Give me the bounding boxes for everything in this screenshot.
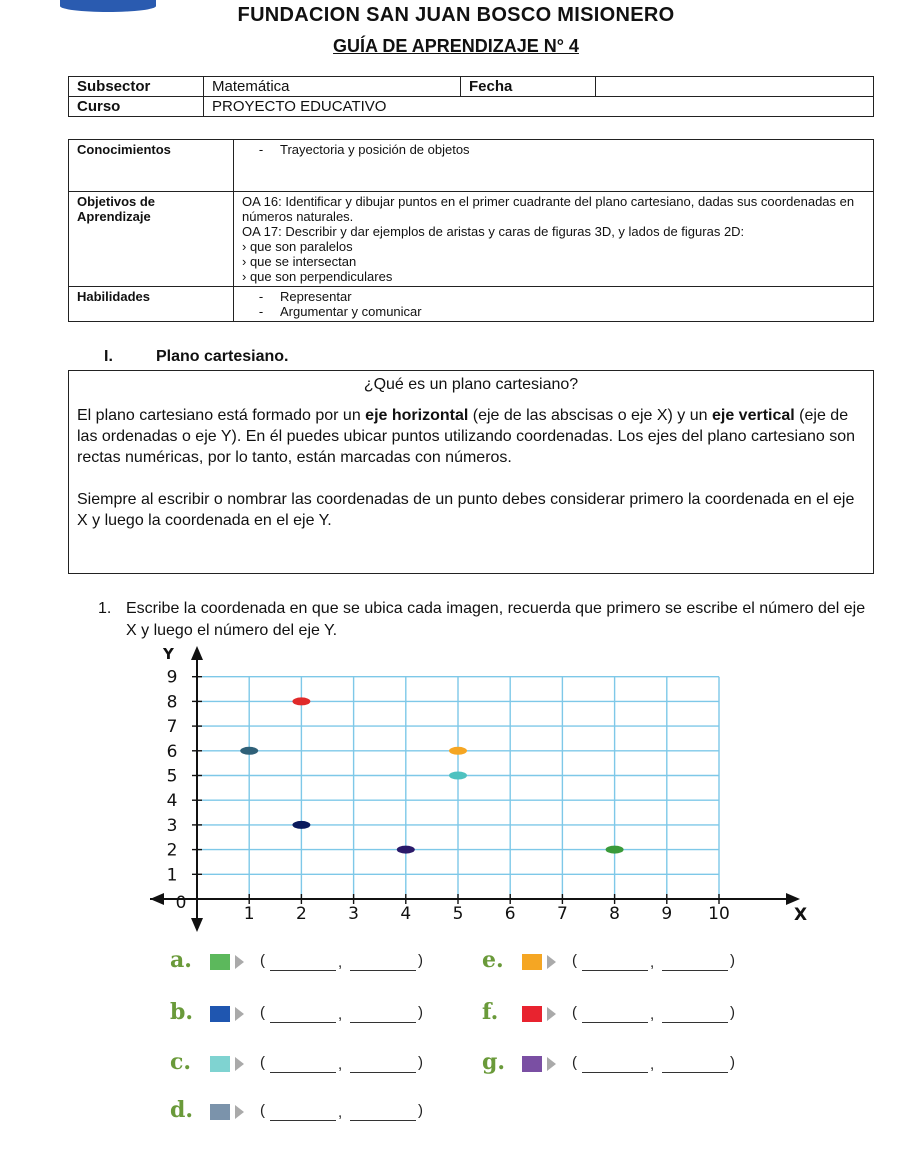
p1-bold-vertical: eje vertical [711, 407, 795, 424]
open-paren: ( [572, 952, 577, 969]
open-paren: ( [260, 1054, 265, 1071]
answer-blank-y[interactable] [662, 970, 728, 971]
answer-row [482, 1049, 782, 1078]
oa17-text: OA 17: Describir y dar ejemplos de aristas y caras de figuras 3D, y lados de figuras 2D: [242, 224, 745, 239]
answer-letter: b. [170, 999, 194, 1025]
comma-separator: , [650, 954, 655, 971]
x-tick-label: 1 [243, 904, 255, 924]
explanation-paragraph-2: Siempre al escribir o nombrar las coordenadas de un punto debes considerar primero la coordenada en el eje X y luego la coordenada en el eje Y. [77, 491, 855, 529]
x-tick-label: 9 [661, 904, 673, 924]
answer-letter: d. [170, 1097, 194, 1123]
answer-row [170, 1049, 470, 1078]
x-tick-label: 0 [175, 893, 187, 913]
y-axis-label: Y [163, 645, 174, 663]
x-axis-label: X [794, 905, 808, 925]
answer-letter: a. [170, 947, 192, 973]
curso-label: Curso [69, 97, 204, 117]
comma-separator: , [650, 1056, 655, 1073]
p1-text: El plano cartesiano está formado por un [77, 407, 366, 424]
answer-letter: c. [170, 1049, 192, 1075]
play-triangle-icon [235, 1057, 244, 1071]
answer-blank-y[interactable] [662, 1022, 728, 1023]
close-paren: ) [730, 1004, 735, 1021]
p1-bold-horizontal: eje horizontal [365, 407, 469, 424]
x-tick-label: 3 [348, 904, 360, 924]
fecha-label: Fecha [461, 77, 596, 97]
comma-separator: , [650, 1006, 655, 1023]
open-paren: ( [260, 1004, 265, 1021]
y-tick-label: 6 [166, 741, 178, 762]
dash-marker: - [258, 304, 264, 319]
x-tick-label: 10 [708, 904, 730, 924]
y-tick-label: 9 [166, 667, 178, 688]
school-name: FUNDACION SAN JUAN BOSCO MISIONERO [237, 4, 675, 26]
answer-letter: g. [482, 1049, 506, 1075]
conocimientos-label: Conocimientos [69, 140, 234, 192]
exercise-text: Escribe la coordenada en que se ubica cada imagen, recuerda que primero se escribe el número del eje X y luego el número del eje Y. [126, 600, 866, 639]
comma-separator: , [338, 1104, 343, 1121]
y-tick-label: 3 [166, 815, 178, 836]
color-square-icon [522, 1056, 542, 1072]
oa17-item: › que son paralelos [242, 239, 353, 254]
close-paren: ) [418, 1004, 423, 1021]
play-triangle-icon [547, 1007, 556, 1021]
x-tick-label: 6 [504, 904, 516, 924]
color-square-icon [522, 1006, 542, 1022]
section-number: I. [104, 348, 113, 365]
color-square-icon [210, 1056, 230, 1072]
answer-letter: e. [482, 947, 504, 973]
oa17-item: › que son perpendiculares [242, 269, 393, 284]
x-tick-label: 2 [295, 904, 307, 924]
answer-row [482, 947, 782, 976]
p1-text: (eje de las ordenadas o eje Y). En él puedes ubicar puntos utilizando coordenadas. Los ejes del plano cartesiano son rectas numéricas, por lo tanto, están marcadas con números. [77, 407, 856, 466]
open-paren: ( [260, 952, 265, 969]
play-triangle-icon [547, 955, 556, 969]
open-paren: ( [572, 1054, 577, 1071]
answer-row [170, 999, 470, 1028]
answer-blank-x[interactable] [270, 1072, 336, 1073]
y-tick-label: 4 [166, 791, 178, 812]
close-paren: ) [418, 1054, 423, 1071]
y-tick-label: 2 [166, 840, 178, 861]
dash-marker: - [258, 289, 264, 304]
play-triangle-icon [235, 955, 244, 969]
answer-row [170, 947, 470, 976]
section-title: Plano cartesiano. [156, 348, 289, 365]
subsector-value: Matemática [204, 77, 461, 97]
y-tick-label: 1 [166, 865, 178, 886]
comma-separator: , [338, 954, 343, 971]
p1-text: (eje de las abscisas o eje X) y un [468, 407, 712, 424]
answer-blank-x[interactable] [582, 1072, 648, 1073]
answer-blank-y[interactable] [350, 1072, 416, 1073]
oa16-text: OA 16: Identificar y dibujar puntos en el primer cuadrante del plano cartesiano, dadas sus coordenadas en números naturales. [242, 194, 855, 224]
curso-value: PROYECTO EDUCATIVO [204, 97, 874, 117]
close-paren: ) [418, 952, 423, 969]
play-triangle-icon [235, 1007, 244, 1021]
subsector-label: Subsector [69, 77, 204, 97]
comma-separator: , [338, 1056, 343, 1073]
play-triangle-icon [547, 1057, 556, 1071]
dash-marker: - [258, 142, 264, 157]
answer-blank-x[interactable] [270, 1120, 336, 1121]
answer-blank-x[interactable] [582, 1022, 648, 1023]
open-paren: ( [260, 1102, 265, 1119]
close-paren: ) [418, 1102, 423, 1119]
close-paren: ) [730, 1054, 735, 1071]
answer-blank-x[interactable] [582, 970, 648, 971]
x-tick-label: 8 [609, 904, 621, 924]
comma-separator: , [338, 1006, 343, 1023]
close-paren: ) [730, 952, 735, 969]
color-square-icon [210, 954, 230, 970]
play-triangle-icon [235, 1105, 244, 1119]
conocimientos-value: Trayectoria y posición de objetos [280, 142, 470, 157]
x-tick-label: 5 [452, 904, 464, 924]
exercise-number: 1. [98, 600, 112, 617]
oa17-item: › que se intersectan [242, 254, 357, 269]
answer-blank-x[interactable] [270, 970, 336, 971]
habilidad-item: Representar [280, 289, 352, 304]
explanation-question: ¿Qué es un plano cartesiano? [363, 376, 579, 393]
open-paren: ( [572, 1004, 577, 1021]
answer-row [482, 999, 782, 1028]
x-tick-label: 4 [400, 904, 412, 924]
guide-title-text: GUÍA DE APRENDIZAJE N° 4 [333, 36, 579, 56]
y-tick-label: 7 [166, 717, 178, 738]
answer-blank-x[interactable] [270, 1022, 336, 1023]
objetivos-label: Objetivos de Aprendizaje [69, 192, 234, 287]
answer-blank-y[interactable] [662, 1072, 728, 1073]
x-tick-label: 7 [556, 904, 568, 924]
color-square-icon [522, 954, 542, 970]
habilidades-label: Habilidades [69, 287, 234, 322]
color-square-icon [210, 1006, 230, 1022]
y-tick-label: 5 [166, 766, 178, 787]
habilidad-item: Argumentar y comunicar [280, 304, 422, 319]
y-tick-label: 8 [166, 692, 178, 713]
answer-blank-y[interactable] [350, 1120, 416, 1121]
answer-row [170, 1097, 470, 1126]
answer-blank-y[interactable] [350, 970, 416, 971]
color-square-icon [210, 1104, 230, 1120]
answer-blank-y[interactable] [350, 1022, 416, 1023]
answer-letter: f. [482, 999, 499, 1025]
